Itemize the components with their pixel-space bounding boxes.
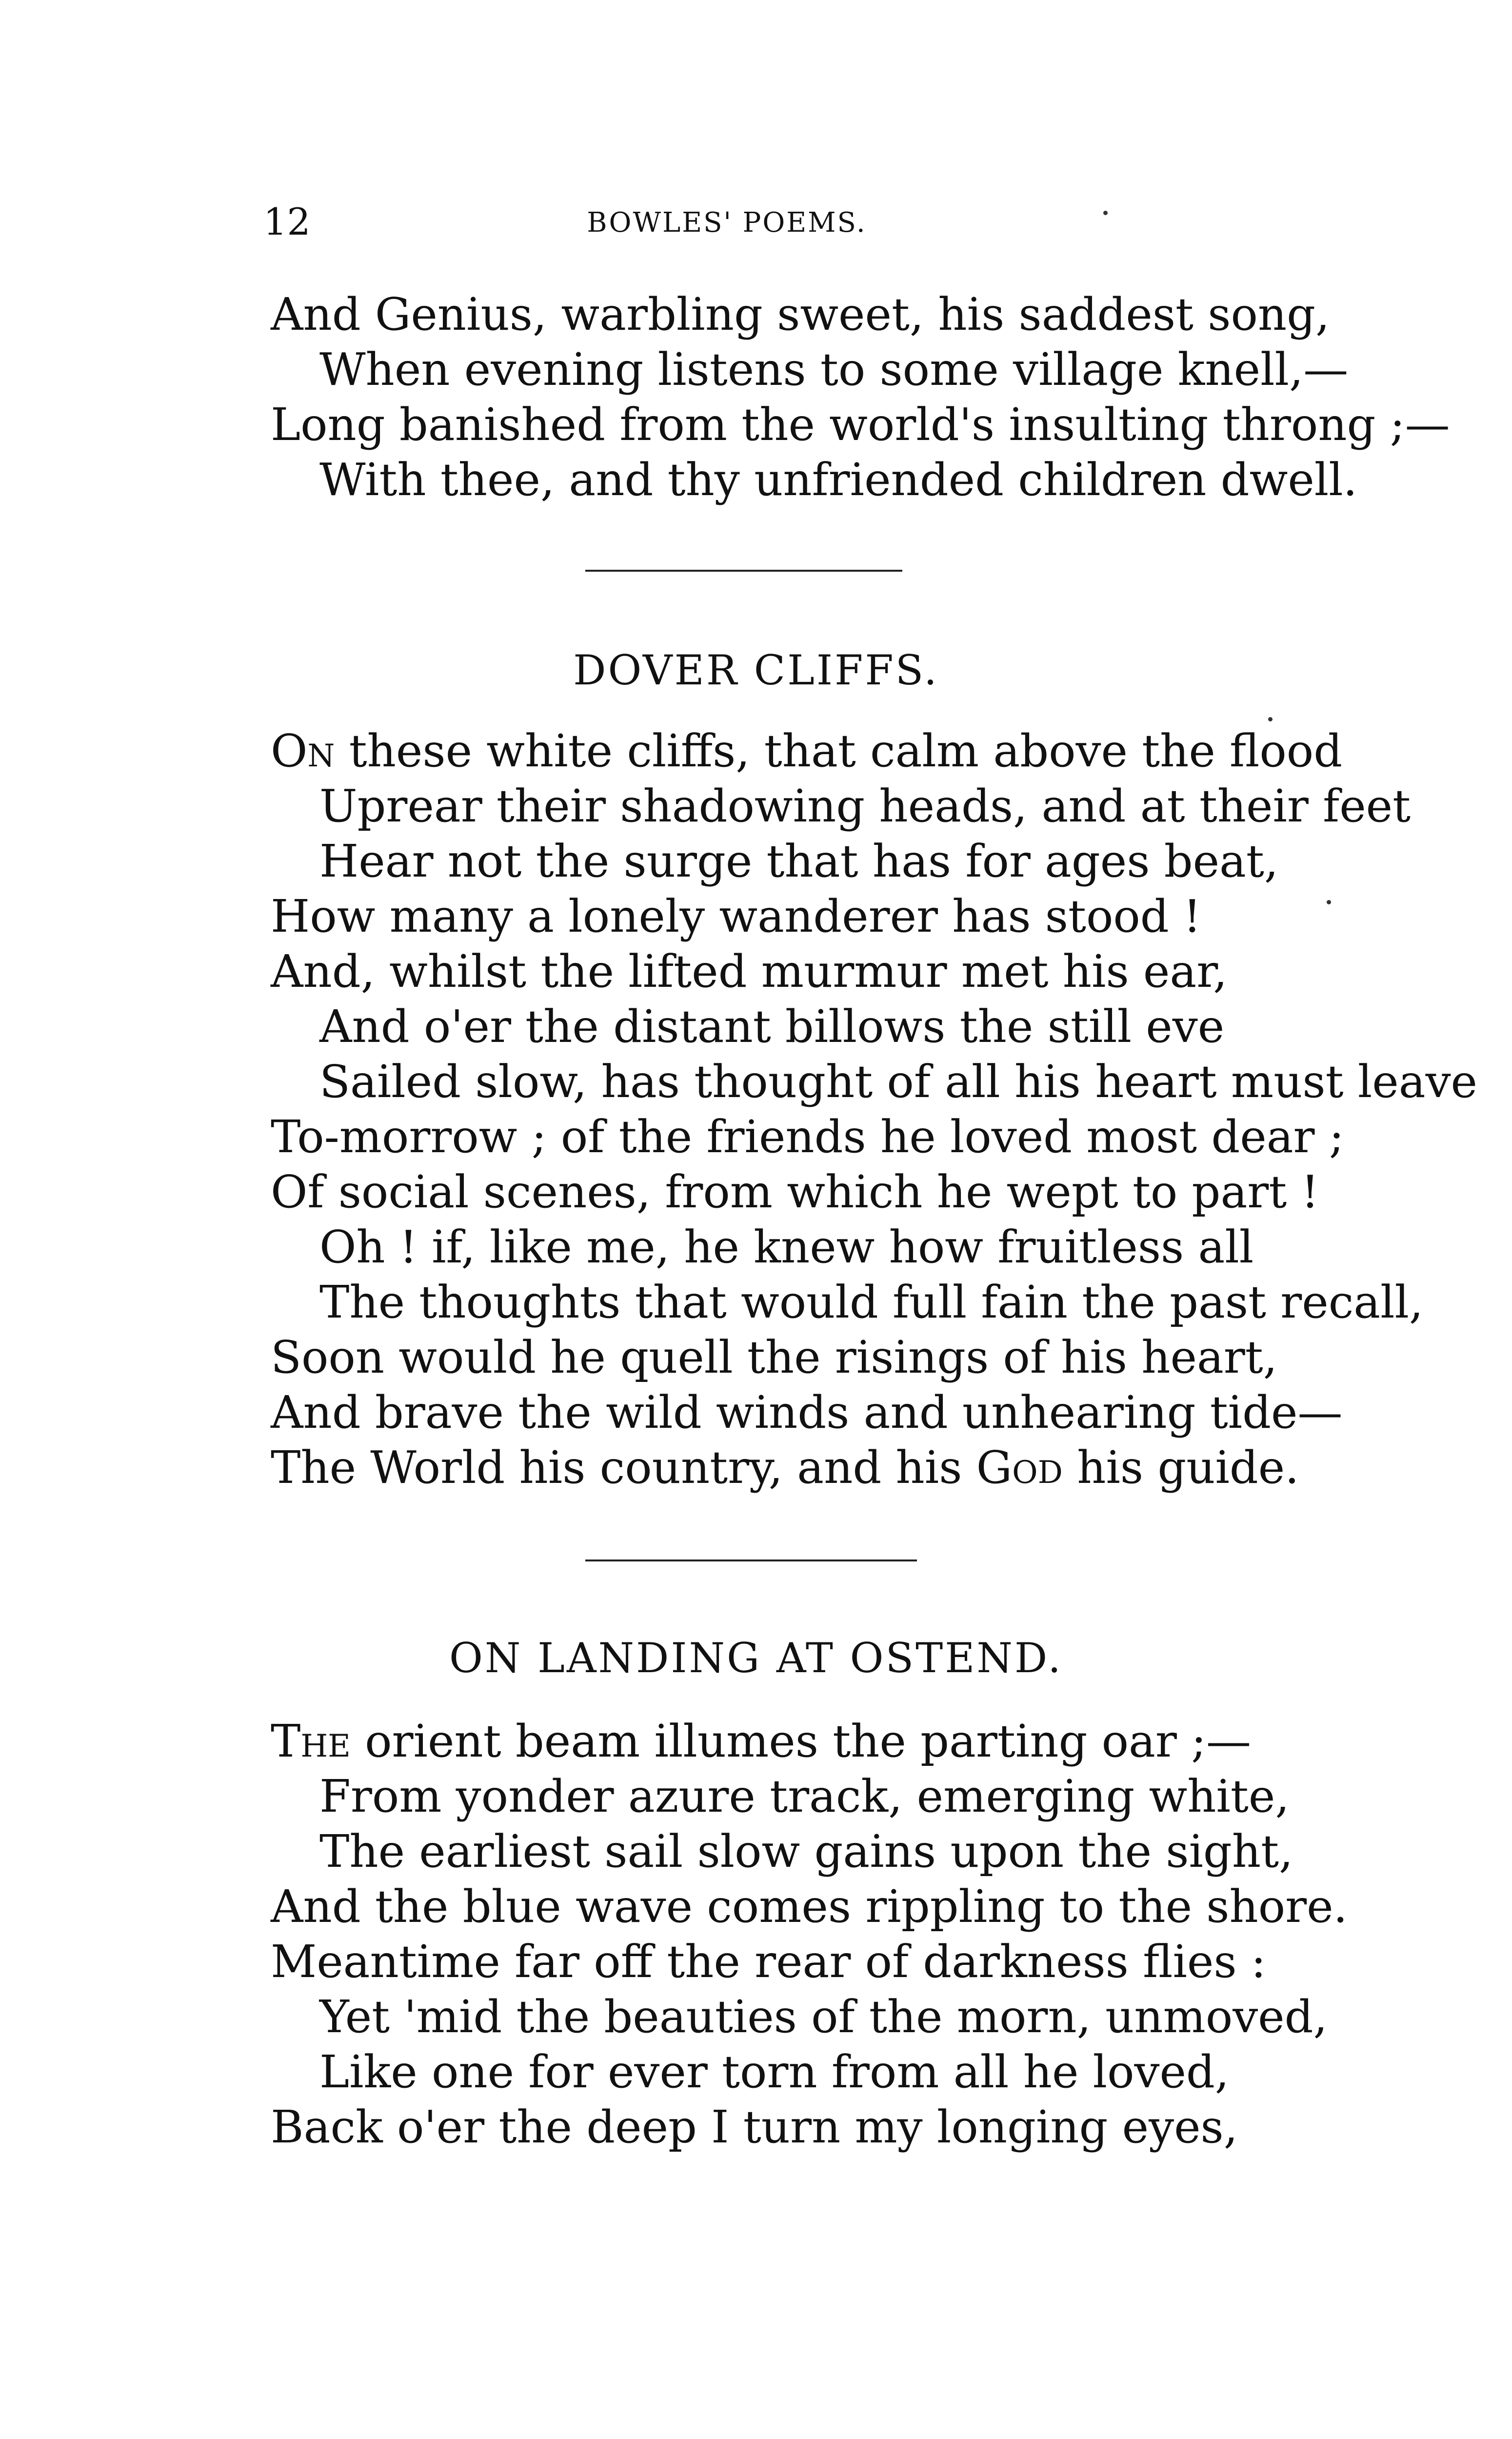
drop-cap-word: The (271, 1715, 351, 1767)
poem-first-line (271, 724, 1342, 778)
poem-last-line (271, 1441, 1299, 1495)
last-line-start: The World his country, and his (271, 1441, 976, 1494)
poem-line: From yonder azure track, emerging white, (319, 1770, 1290, 1822)
poem-line: Sailed slow, has thought of all his heart must leave (319, 1056, 1477, 1108)
section-divider (585, 1559, 917, 1561)
first-line-text: these white cliffs, that calm above the flood (335, 725, 1343, 777)
running-title: BOWLES' POEMS. (587, 207, 867, 239)
poem-line: And, whilst the lifted murmur met his ear, (271, 945, 1228, 998)
poem-line: And Genius, warbling sweet, his saddest song, (271, 288, 1330, 340)
page-number: 12 (263, 200, 311, 243)
poem-line: When evening listens to some village knell,— (319, 343, 1349, 396)
poem-line: How many a lonely wanderer has stood ! (271, 890, 1201, 942)
poem-line: Meantime far off the rear of darkness flies : (271, 1936, 1266, 1988)
running-head (263, 200, 1258, 254)
poem-line: And o'er the distant billows the still eve (319, 1000, 1225, 1053)
last-line-end: his guide. (1062, 1441, 1299, 1494)
first-line-text: orient beam illumes the parting oar ;— (350, 1715, 1252, 1767)
god-small-caps: God (976, 1441, 1063, 1494)
poem-title: ON LANDING AT OSTEND. (449, 1634, 1063, 1682)
poem-title: DOVER CLIFFS. (573, 646, 939, 694)
poem-line: Like one for ever torn from all he loved, (319, 2046, 1230, 2098)
poem-line: Oh ! if, like me, he knew how fruitless all (319, 1221, 1254, 1273)
poem-line: With thee, and thy unfriended children dwell. (319, 454, 1357, 506)
print-speck (1268, 717, 1273, 721)
poem-line: Long banished from the world's insulting throng ;— (271, 399, 1450, 451)
poem-line: The thoughts that would full fain the past recall, (319, 1276, 1424, 1328)
poem-line: Hear not the surge that has for ages beat, (319, 835, 1279, 887)
poem-line: Yet 'mid the beauties of the morn, unmoved, (319, 1991, 1328, 2043)
poem-line: To-morrow ; of the friends he loved most dear ; (271, 1111, 1344, 1163)
print-speck (1327, 900, 1331, 904)
poem-first-line (271, 1715, 1251, 1768)
print-speck (1103, 211, 1108, 215)
section-divider (585, 570, 902, 572)
drop-cap-word: On (271, 725, 335, 777)
poem-line: Uprear their shadowing heads, and at their feet (319, 780, 1411, 832)
poem-line: And brave the wild winds and unhearing tide— (271, 1386, 1343, 1439)
poem-line: The earliest sail slow gains upon the sight, (319, 1825, 1293, 1878)
poem-line: Of social scenes, from which he wept to part ! (271, 1166, 1319, 1218)
poem-line: Back o'er the deep I turn my longing eyes, (271, 2101, 1238, 2153)
poem-line: Soon would he quell the risings of his heart, (271, 1331, 1277, 1383)
poem-line: And the blue wave comes rippling to the shore. (271, 1880, 1348, 1933)
